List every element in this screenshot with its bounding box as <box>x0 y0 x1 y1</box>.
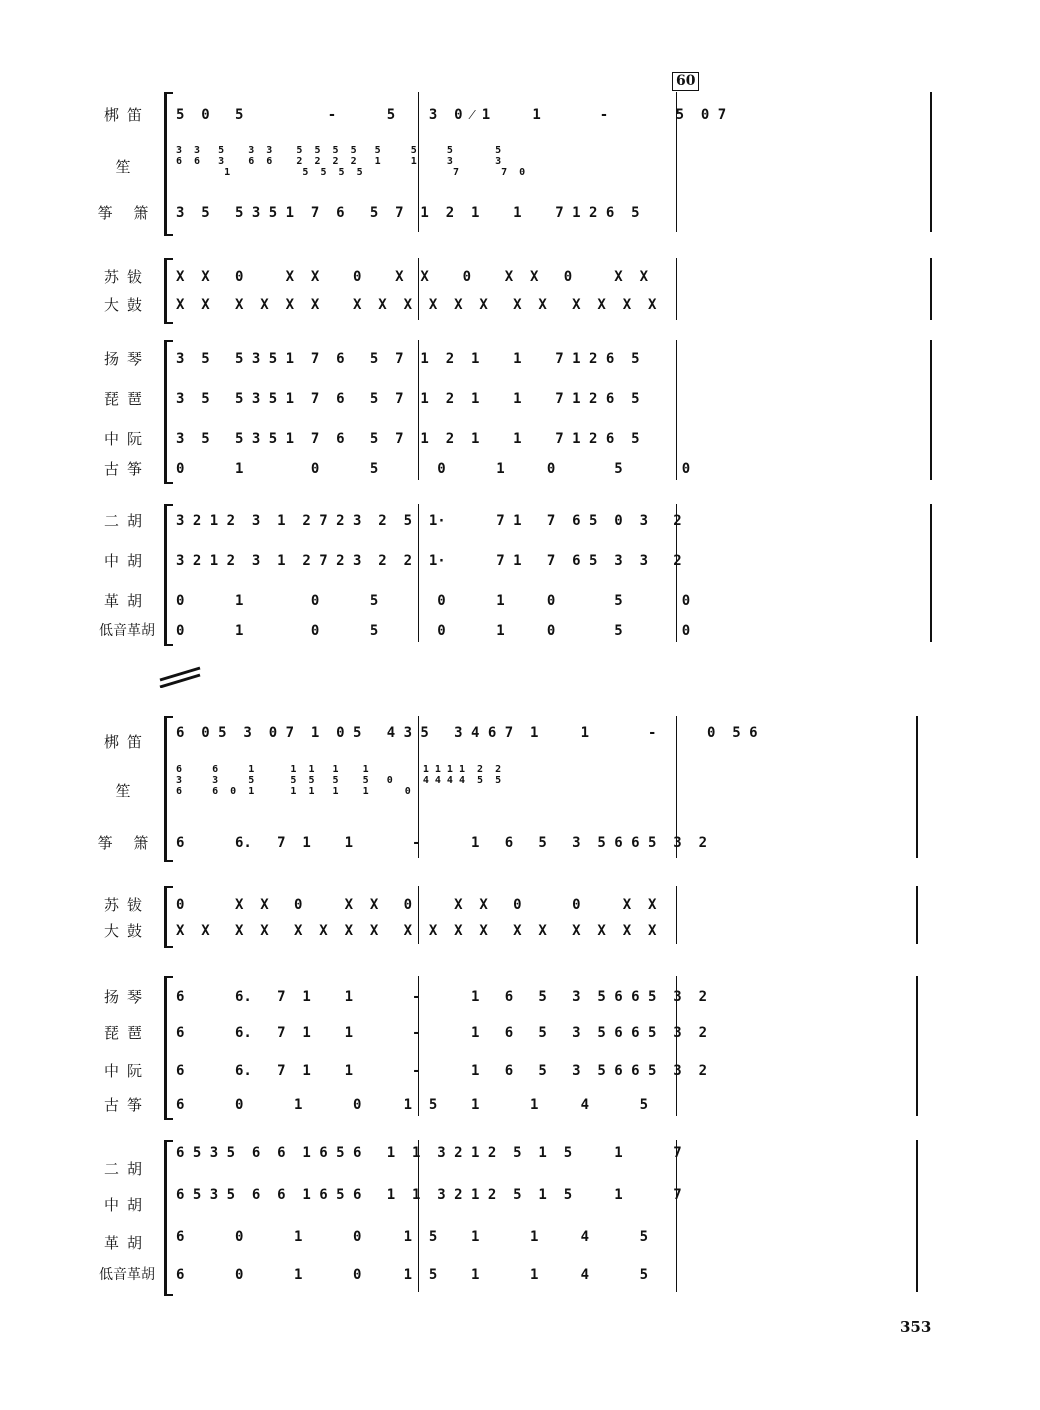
barline <box>676 886 677 944</box>
instrument-label: 古筝 <box>103 1096 150 1114</box>
barline <box>418 716 419 858</box>
notation-line: 5 0 5 - 5 3 0 ⁄ 1 1 - 5 0 7 <box>176 107 727 123</box>
notation-line: 6 6. 7 1 1 - 1 6 5 3 5 6 6 5 3 2 <box>176 1063 708 1079</box>
barline <box>916 976 918 1116</box>
notation-line: 6 0 5 3 0 7 1 0 5 4 3 5 3 4 6 7 1 1 - 0 5 6 <box>176 725 758 741</box>
instrument-label: 二胡 <box>103 512 150 530</box>
barline <box>418 340 419 480</box>
barline <box>418 1140 419 1292</box>
barline <box>676 92 677 232</box>
instrument-label: 中胡 <box>103 552 150 570</box>
notation-line: X X 0 X X 0 X X 0 X X 0 X X <box>176 269 649 285</box>
notation-line: 3 5 5 3 5 1 7 6 5 7 1 2 1 1 7 1 2 6 5 <box>176 351 640 367</box>
page-number: 353 <box>900 1318 932 1336</box>
barline <box>676 340 677 480</box>
barline <box>676 716 677 858</box>
wind-group-brace <box>164 716 173 862</box>
instrument-label: 扬琴 <box>103 350 150 368</box>
notation-line: 3 5 5 3 5 1 7 6 5 7 1 2 1 1 7 1 2 6 5 <box>176 391 640 407</box>
instrument-label: 中阮 <box>103 1062 150 1080</box>
wind-group-brace <box>164 92 173 236</box>
instrument-label: 中胡 <box>103 1196 150 1214</box>
notation-line: X X X X X X X X X X X X X X X X X X <box>176 923 657 939</box>
barline <box>930 504 932 642</box>
bowed-group-brace <box>164 1140 173 1296</box>
notation-line: 6 0 1 0 1 5 1 1 4 5 <box>176 1229 649 1245</box>
notation-line: 6 6. 7 1 1 - 1 6 5 3 5 6 6 5 3 2 <box>176 1025 708 1041</box>
barline <box>418 92 419 232</box>
notation-line: 0 1 0 5 0 1 0 5 0 <box>176 593 691 609</box>
notation-line: 6 6. 7 1 1 - 1 6 5 3 5 6 6 5 3 2 <box>176 835 708 851</box>
instrument-label: 大鼓 <box>103 296 150 314</box>
instrument-label: 笙 <box>115 158 139 176</box>
barline <box>916 716 918 858</box>
instrument-label: 低音革胡 <box>99 623 155 639</box>
notation-line: 0 1 0 5 0 1 0 5 0 <box>176 623 691 639</box>
notation-line: 6 0 1 0 1 5 1 1 4 5 <box>176 1097 649 1113</box>
instrument-label: 二胡 <box>103 1160 150 1178</box>
notation-line: X X X X X X X X X X X X X X X X X X <box>176 297 657 313</box>
barline <box>418 258 419 320</box>
notation-line: 6 0 1 0 1 5 1 1 4 5 <box>176 1267 649 1283</box>
barline <box>930 92 932 232</box>
instrument-label: 低音革胡 <box>99 1267 155 1283</box>
barline <box>418 976 419 1116</box>
instrument-label: 苏钹 <box>103 268 150 286</box>
bowed-group-brace <box>164 504 173 646</box>
notation-line: 3 5 5 3 5 1 7 6 5 7 1 2 1 1 7 1 2 6 5 <box>176 205 640 221</box>
instrument-label: 革胡 <box>103 592 150 610</box>
notation-line: 3 5 5 3 5 1 7 6 5 7 1 2 1 1 7 1 2 6 5 <box>176 431 640 447</box>
barline <box>676 504 677 642</box>
rehearsal-mark: 60 <box>672 72 699 91</box>
notation-line: 0 1 0 5 0 1 0 5 0 <box>176 461 691 477</box>
barline <box>418 504 419 642</box>
system-divider-mark <box>158 666 202 688</box>
instrument-label: 笙 <box>115 782 139 800</box>
instrument-label: 筝 箫 <box>97 834 157 852</box>
plucked-group-brace <box>164 976 173 1120</box>
notation-line: 6 6. 7 1 1 - 1 6 5 3 5 6 6 5 3 2 <box>176 989 708 1005</box>
instrument-label: 琵琶 <box>103 1024 150 1042</box>
notation-chord: 6 6 1 1 1 1 1 1 1 1 1 2 2 3 3 5 5 5 5 5 0 4 4 4 4 5 5 6 6 0 1 1 1 1 1 0 <box>176 764 502 797</box>
plucked-group-brace <box>164 340 173 484</box>
barline <box>916 1140 918 1292</box>
percussion-group-brace <box>164 258 173 324</box>
instrument-label: 扬琴 <box>103 988 150 1006</box>
notation-line: 6 5 3 5 6 6 1 6 5 6 1 1 3 2 1 2 5 1 5 1 7 <box>176 1187 682 1203</box>
instrument-label: 筝 箫 <box>97 204 157 222</box>
notation-line: 6 5 3 5 6 6 1 6 5 6 1 1 3 2 1 2 5 1 5 1 7 <box>176 1145 682 1161</box>
notation-line: 3 2 1 2 3 1 2 7 2 3 2 2 1· 7 1 7 6 5 3 3 2 <box>176 553 682 569</box>
barline <box>676 976 677 1116</box>
barline <box>418 886 419 944</box>
instrument-label: 梆笛 <box>103 106 150 124</box>
instrument-label: 梆笛 <box>103 733 150 751</box>
barline <box>676 1140 677 1292</box>
notation-line: 0 X X 0 X X 0 X X 0 0 X X <box>176 897 657 913</box>
instrument-label: 大鼓 <box>103 922 150 940</box>
barline <box>930 340 932 480</box>
barline <box>676 258 677 320</box>
barline <box>916 886 918 944</box>
instrument-label: 琵琶 <box>103 390 150 408</box>
instrument-label: 革胡 <box>103 1234 150 1252</box>
instrument-label: 中阮 <box>103 430 150 448</box>
instrument-label: 苏钹 <box>103 896 150 914</box>
barline <box>930 258 932 320</box>
percussion-group-brace <box>164 886 173 948</box>
instrument-label: 古筝 <box>103 460 150 478</box>
notation-chord: 3 3 5 3 3 5 5 5 5 5 5 5 5 6 6 3 6 6 2 2 2 2 1 1 3 3 1 5 5 5 5 7 7 0 <box>176 145 526 178</box>
notation-line: 3 2 1 2 3 1 2 7 2 3 2 5 1· 7 1 7 6 5 0 3 2 <box>176 513 682 529</box>
